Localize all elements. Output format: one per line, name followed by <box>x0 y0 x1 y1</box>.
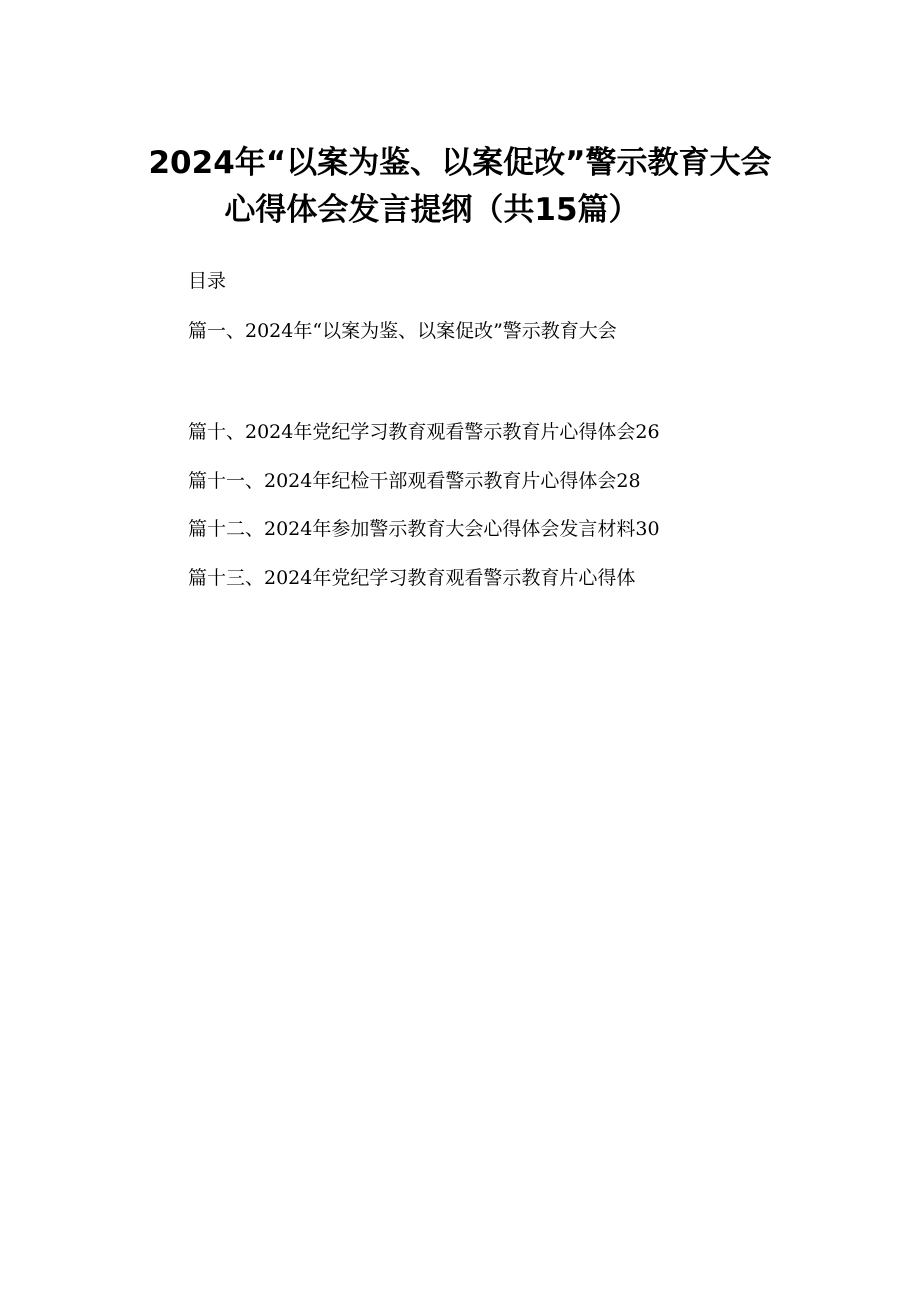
toc-heading: 目录 <box>188 270 227 292</box>
toc-item: 篇十二、2024年参加警示教育大会心得体会发言材料30 <box>188 518 660 540</box>
document-title-line-1: 2024年“以案为鉴、以案促改”警示教育大会 <box>148 145 772 181</box>
toc-item: 篇十、2024年党纪学习教育观看警示教育片心得体会26 <box>188 421 660 443</box>
toc-item: 篇十三、2024年党纪学习教育观看警示教育片心得体 <box>188 567 636 589</box>
toc-item: 篇十一、2024年纪检干部观看警示教育片心得体会28 <box>188 470 641 492</box>
document-title-line-2: 心得体会发言提纲（共15篇） <box>224 192 640 228</box>
toc-item: 篇一、2024年“以案为鉴、以案促改”警示教育大会 <box>188 320 617 342</box>
